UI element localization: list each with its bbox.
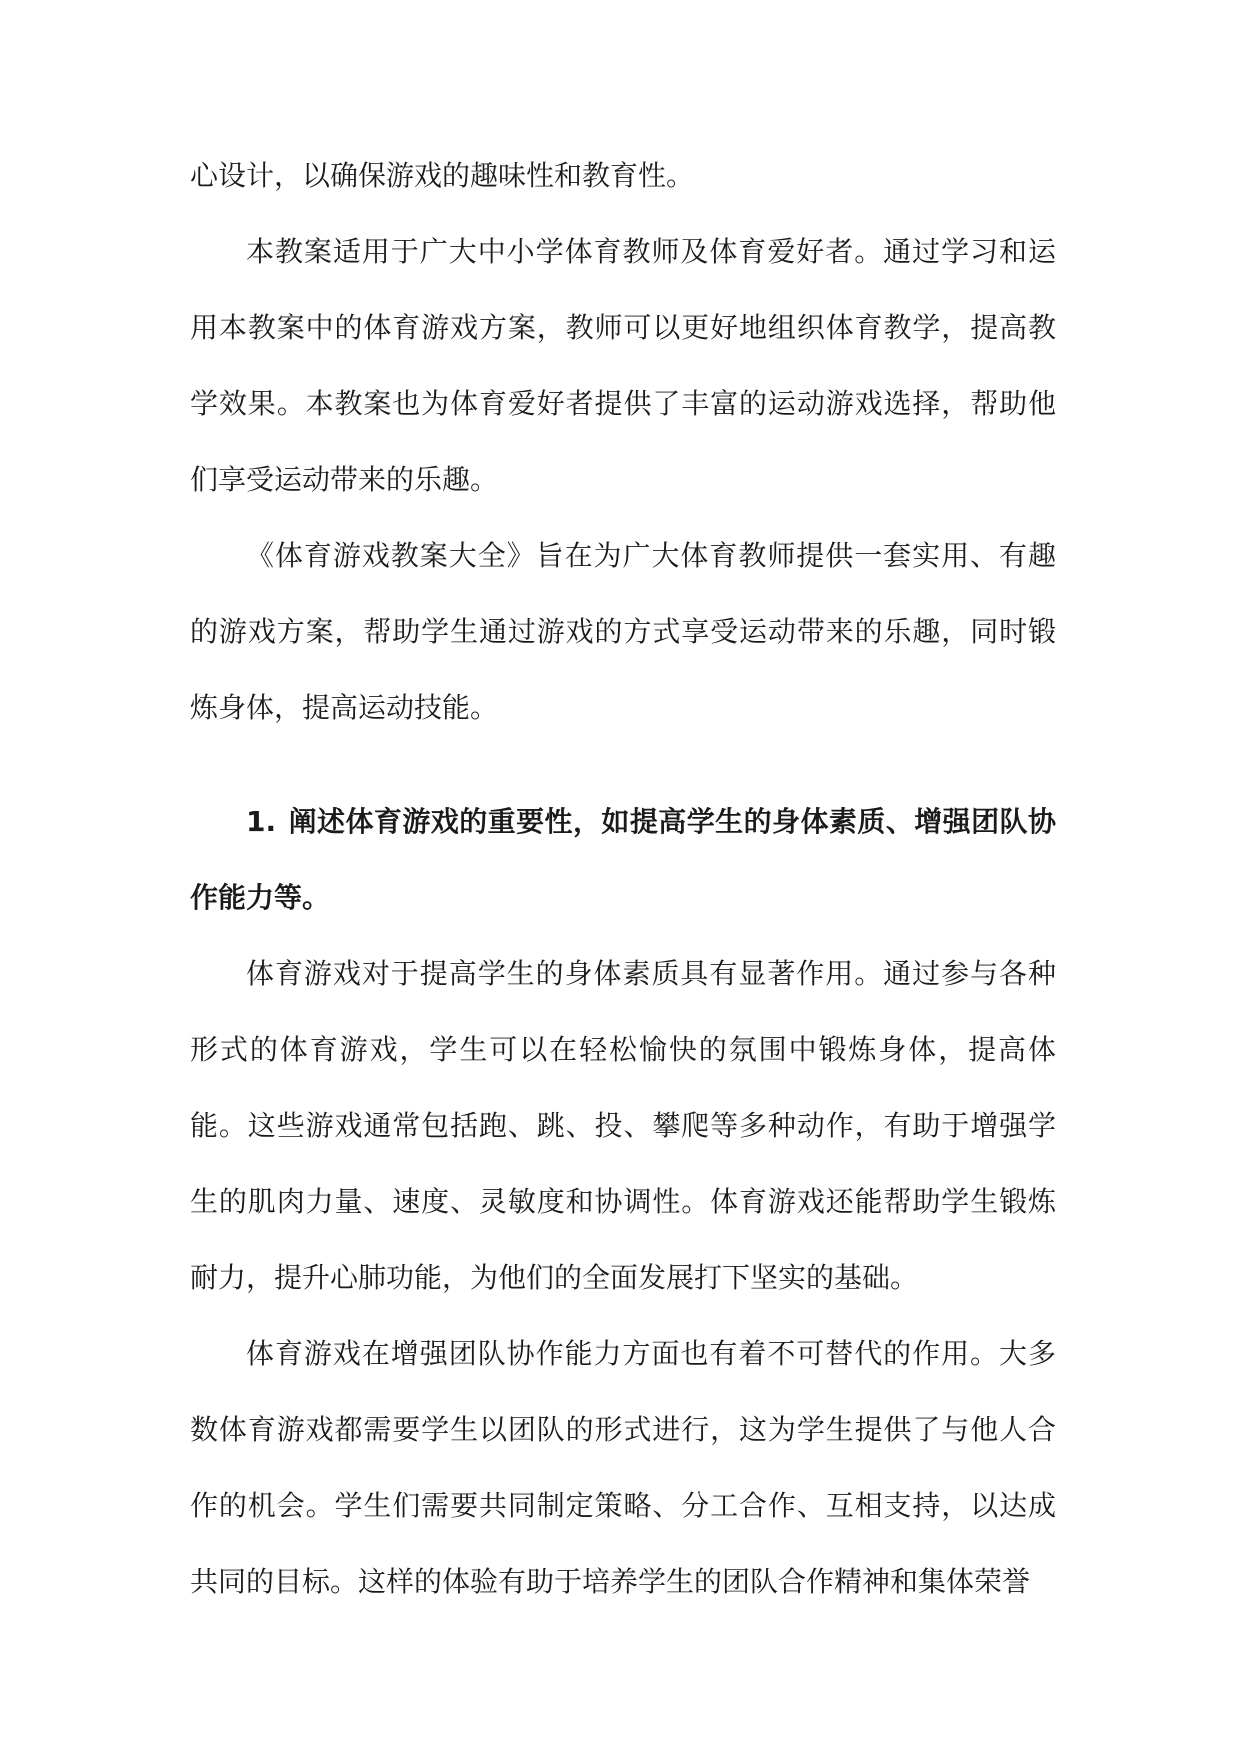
section-spacer — [190, 746, 1056, 784]
section-heading-text: 阐述体育游戏的重要性，如提高学生的身体素质、增强团队协作能力等。 — [190, 805, 1056, 914]
paragraph-continuation: 心设计，以确保游戏的趣味性和教育性。 — [190, 159, 695, 192]
paragraph-audience: 本教案适用于广大中小学体育教师及体育爱好者。通过学习和运用本教案中的体育游戏方案，教师可以更好地组织体育教学，提高教学效果。本教案也为体育爱好者提供了丰富的运动游戏选择，帮助他们享受运动带来的乐趣。 — [190, 235, 1056, 496]
section-heading — [190, 784, 1056, 936]
document-body — [190, 138, 1056, 1620]
paragraph-teamwork: 体育游戏在增强团队协作能力方面也有着不可替代的作用。大多数体育游戏都需要学生以团队的形式进行，这为学生提供了与他人合作的机会。学生们需要共同制定策略、分工合作、互相支持，以达成共同的目标。这样的体验有助于培养学生的团队合作精神和集体荣誉 — [190, 1337, 1056, 1598]
paragraph-physical-fitness: 体育游戏对于提高学生的身体素质具有显著作用。通过参与各种形式的体育游戏，学生可以在轻松愉快的氛围中锻炼身体，提高体能。这些游戏通常包括跑、跳、投、攀爬等多种动作，有助于增强学生的肌肉力量、速度、灵敏度和协调性。体育游戏还能帮助学生锻炼耐力，提升心肺功能，为他们的全面发展打下坚实的基础。 — [190, 957, 1056, 1294]
paragraph-purpose: 《体育游戏教案大全》旨在为广大体育教师提供一套实用、有趣的游戏方案，帮助学生通过游戏的方式享受运动带来的乐趣，同时锻炼身体，提高运动技能。 — [190, 539, 1056, 724]
section-heading-number: 1. — [246, 805, 277, 838]
